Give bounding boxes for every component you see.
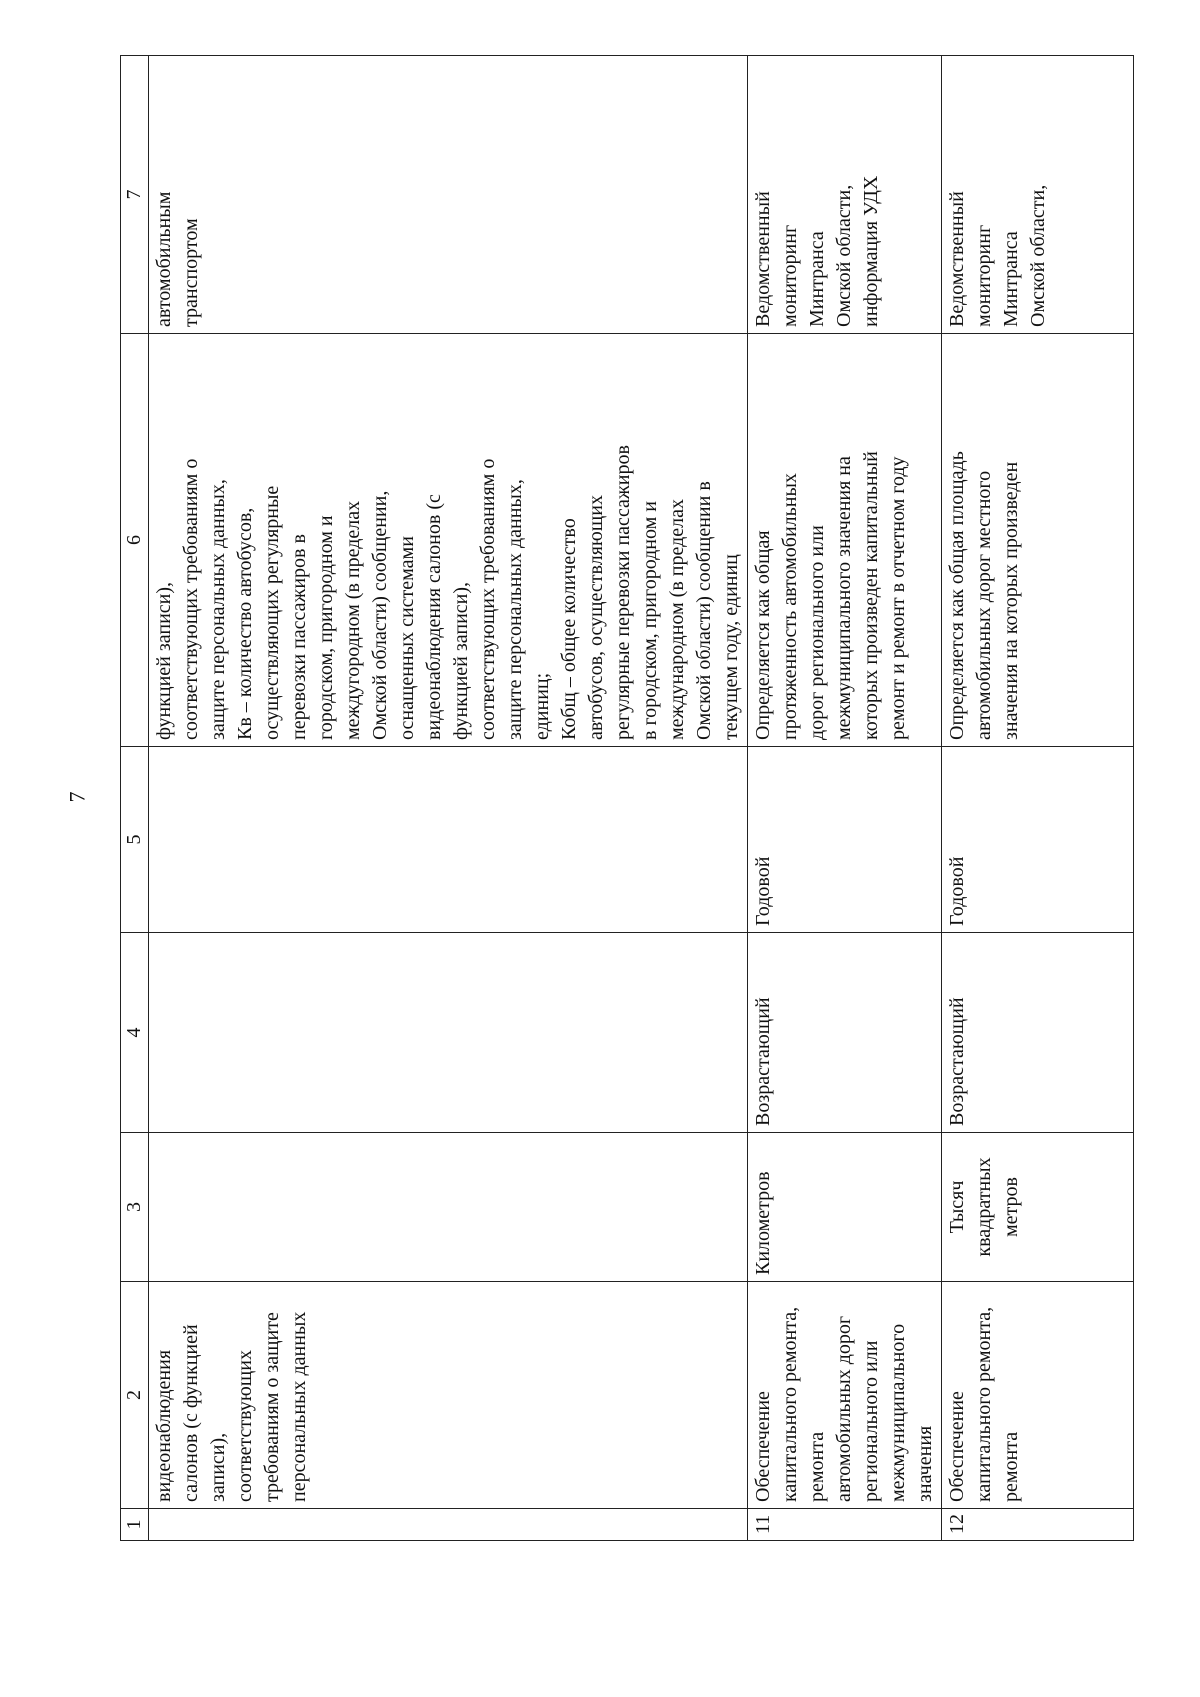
rotated-table-container <box>120 56 1080 1541</box>
trend <box>149 933 748 1133</box>
header-row <box>121 56 149 1541</box>
header-col-7: 7 <box>121 56 149 334</box>
unit-of-measure: Тысяч квадратных метров <box>942 1133 1134 1282</box>
header-col-5: 5 <box>121 747 149 933</box>
row-number: 12 <box>942 1509 1134 1541</box>
data-source: Ведомственный мониторинг Минтранса Омской области, информация УДХ <box>748 56 942 334</box>
calculation-method: функцией записи), соответствующих требованиям о защите персональных данных, Кв – количество автобусов, осуществляющих регулярные перевозки пассажиров в городском, пригородном и междугородном (в пределах Омской области) сообщении, оснащенных системами видеонаблюдения салонов (с функцией записи), соответствующих требованиям о защите персональных данных, единиц; Кобщ – общее количество автобусов, осуществляющих регулярные перевозки пассажиров в городском, пригородном и международном (в пределах Омской области) сообщении в текущем году, единиц <box>149 334 748 747</box>
row-number <box>149 1509 748 1541</box>
header-col-1: 1 <box>121 1509 149 1541</box>
calculation-method: Определяется как общая протяженность автомобильных дорог регионального или межмуниципального значения на которых произведен капитальный ремонт и ремонт в отчетном году <box>748 334 942 747</box>
header-col-3: 3 <box>121 1133 149 1282</box>
data-source: автомобильным транспортом <box>149 56 748 334</box>
page-number: 7 <box>64 791 90 803</box>
header-col-2: 2 <box>121 1282 149 1509</box>
periodicity: Годовой <box>748 747 942 933</box>
header-col-6: 6 <box>121 334 149 747</box>
unit-of-measure: Километров <box>748 1133 942 1282</box>
trend: Возрастающий <box>942 933 1134 1133</box>
row-number: 11 <box>748 1509 942 1541</box>
table-row <box>942 56 1134 1541</box>
header-col-4: 4 <box>121 933 149 1133</box>
calculation-method: Определяется как общая площадь автомобильных дорог местного значения на которых произведен <box>942 334 1134 747</box>
indicator-name: видеонаблюдения салонов (с функцией записи), соответствующих требованиям о защите персональных данных <box>149 1282 748 1509</box>
data-source: Ведомственный мониторинг Минтранса Омской области, <box>942 56 1134 334</box>
unit-of-measure <box>149 1133 748 1282</box>
table-row <box>149 56 748 1541</box>
trend: Возрастающий <box>748 933 942 1133</box>
table-row <box>748 56 942 1541</box>
periodicity: Годовой <box>942 747 1134 933</box>
indicator-name: Обеспечение капитального ремонта, ремонта автомобильных дорог регионального или межмуниципального значения <box>748 1282 942 1509</box>
indicator-name: Обеспечение капитального ремонта, ремонта <box>942 1282 1134 1509</box>
indicator-table <box>120 55 1134 1541</box>
periodicity <box>149 747 748 933</box>
